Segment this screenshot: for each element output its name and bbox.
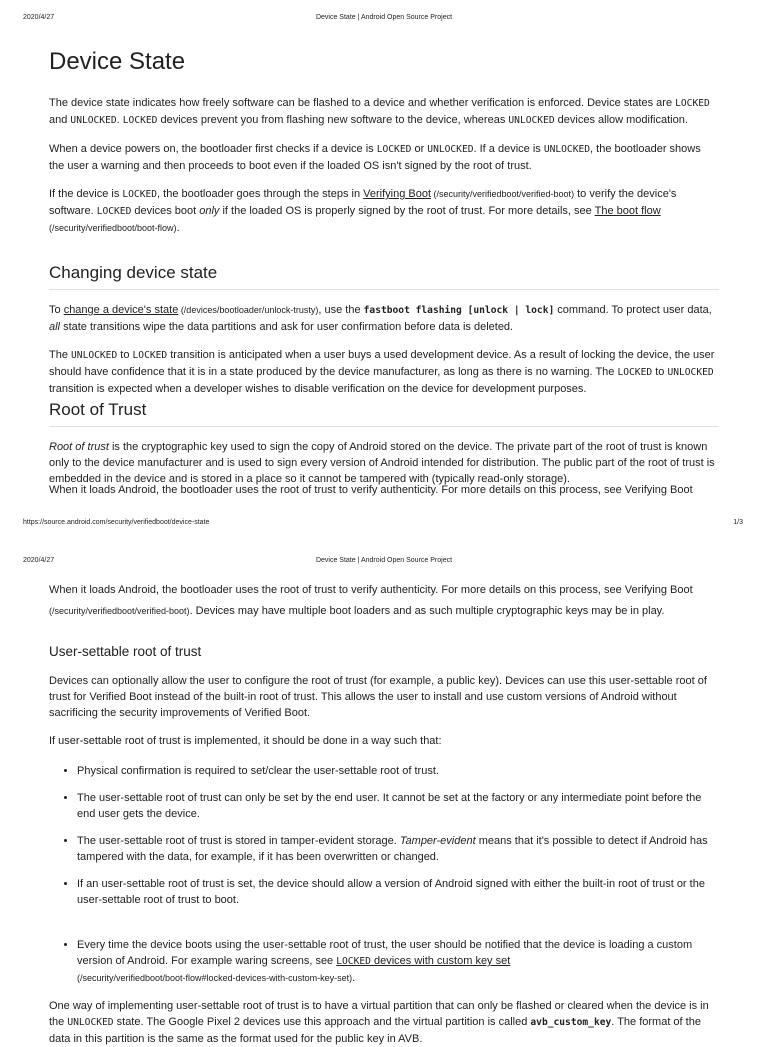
user-settable-paragraph: Devices can optionally allow the user to configure the root of trust (for example, a public key). Devices can use this user-settable root of trust for Verified Boot instead of the built-in root of trust. This allows the user to install and use custom versions of Android without sacrificing the security improvements of Verified Boot. (49, 675, 707, 719)
locked-paragraph: If the device is LOCKED, the bootloader goes through the steps in Verifying Boot (/security/verifiedboot/verified-boot) to verify the device's software. LOCKED devices boot only if the loaded OS is properly signed by the root of trust. For more details, see The boot flow (/security/verifiedboot/boot-flow). (49, 188, 677, 234)
transition-paragraph: The UNLOCKED to LOCKED transition is anticipated when a user buys a used development device. As a result of locking the device, the user should have confidence that it is in a state produced by the device manufacturer, as long as there is no warning. The LOCKED to UNLOCKED transition is expected when a developer wishes to disable verification on the device for development purposes. (49, 349, 715, 395)
footer-page-number: 1/3 (733, 519, 743, 526)
page-1-body (0, 40, 768, 496)
implementation-paragraph: If user-settable root of trust is implemented, it should be done in a way such that: (49, 735, 442, 747)
list-item: • The user-settable root of trust can only be set by the end user. It cannot be set at the factory or any intermediate point before the end user gets the device. (77, 790, 719, 822)
print-header (0, 14, 768, 28)
requirements-list (49, 763, 719, 986)
change-device-state-link[interactable]: change a device's state (63, 304, 179, 316)
header-date: 2020/4/27 (23, 557, 55, 564)
intro-paragraph: The device state indicates how freely software can be flashed to a device and whether verification is enforced. Device states are LOCKED and UNLOCKED. LOCKED devices prevent you from flashing new software to the device, whereas UNLOCKED devices allow modification. (49, 97, 710, 126)
header-title: Device State | Android Open Source Project (315, 14, 453, 21)
locked-custom-key-link[interactable]: LOCKED devices with custom key set (336, 955, 511, 967)
change-state-paragraph: To change a device's state (/devices/bootloader/unlock-trusty), use the fastboot flashing [unlock | lock] command. To protect user data, all state transitions wipe the data partitions and ask for user confirmation before data is deleted. (49, 304, 712, 333)
list-item: • Physical confirmation is required to set/clear the user-settable root of trust. (77, 763, 719, 779)
continued-paragraph: (/security/verifiedboot/verified-boot). Devices may have multiple boot loaders and as such multiple cryptographic keys may be in play. (49, 605, 665, 617)
header-title: Device State | Android Open Source Project (315, 557, 453, 564)
boot-check-paragraph: When a device powers on, the bootloader first checks if a device is LOCKED or UNLOCKED. If a device is UNLOCKED, the bootloader shows the user a warning and then proceeds to boot even if the loaded OS isn't signed by the root of trust. (49, 143, 701, 172)
root-of-trust-heading: Root of Trust (49, 399, 719, 427)
page-2-cut-line: When it loads Android, the bootloader uses the root of trust to verify authenticity. For more details on this process, see Verifying Boot (49, 584, 693, 596)
virtual-partition-paragraph: One way of implementing user-settable root of trust is to have a virtual partition that can only be flashed or cleared when the device is in the UNLOCKED state. The Google Pixel 2 devices use this approach and the virtual partition is called avb_custom_key. The format of the data in this partition is the same as the format used for the public key in AVB. (49, 1000, 709, 1045)
page-1-cut-line: When it loads Android, the bootloader uses the root of trust to verify authenticity. For more details on this process, see Verifying Boot (49, 484, 693, 496)
page-2-body (0, 580, 768, 1045)
changing-device-state-heading: Changing device state (49, 262, 719, 290)
header-date: 2020/4/27 (23, 14, 55, 21)
footer-url: https://source.android.com/security/verifiedboot/device-state (23, 519, 210, 526)
list-item: • Every time the device boots using the user-settable root of trust, the user should be notified that the device is loading a custom version of Android. For example waring screens, see LOCKED devices with custom key set (/security/verifiedboot/boot-flow#locked-devices-with-custom-key-set). (77, 937, 719, 986)
boot-flow-link[interactable]: The boot flow (594, 205, 661, 217)
list-item: • If an user-settable root of trust is set, the device should allow a version of Android signed with either the built-in root of trust or the user-settable root of trust to boot. (77, 876, 719, 908)
user-settable-root-heading: User-settable root of trust (49, 644, 202, 659)
page-title: Device State (49, 48, 186, 75)
print-header-page-2 (0, 557, 768, 571)
verifying-boot-link[interactable]: Verifying Boot (363, 188, 431, 200)
list-item: • The user-settable root of trust is stored in tamper-evident storage. Tamper-evident means that it's possible to detect if Android has tampered with the data, for example, if it has been overwritten or changed. (77, 833, 719, 865)
print-footer (0, 519, 768, 533)
root-of-trust-paragraph: Root of trust is the cryptographic key used to sign the copy of Android stored on the device. The private part of the root of trust is known only to the device manufacturer and is used to sign every version of Android intended for distribution. The public part of the root of trust is embedded in the device and is stored in a place so it cannot be tampered with (typically read-only storage). (49, 441, 715, 485)
